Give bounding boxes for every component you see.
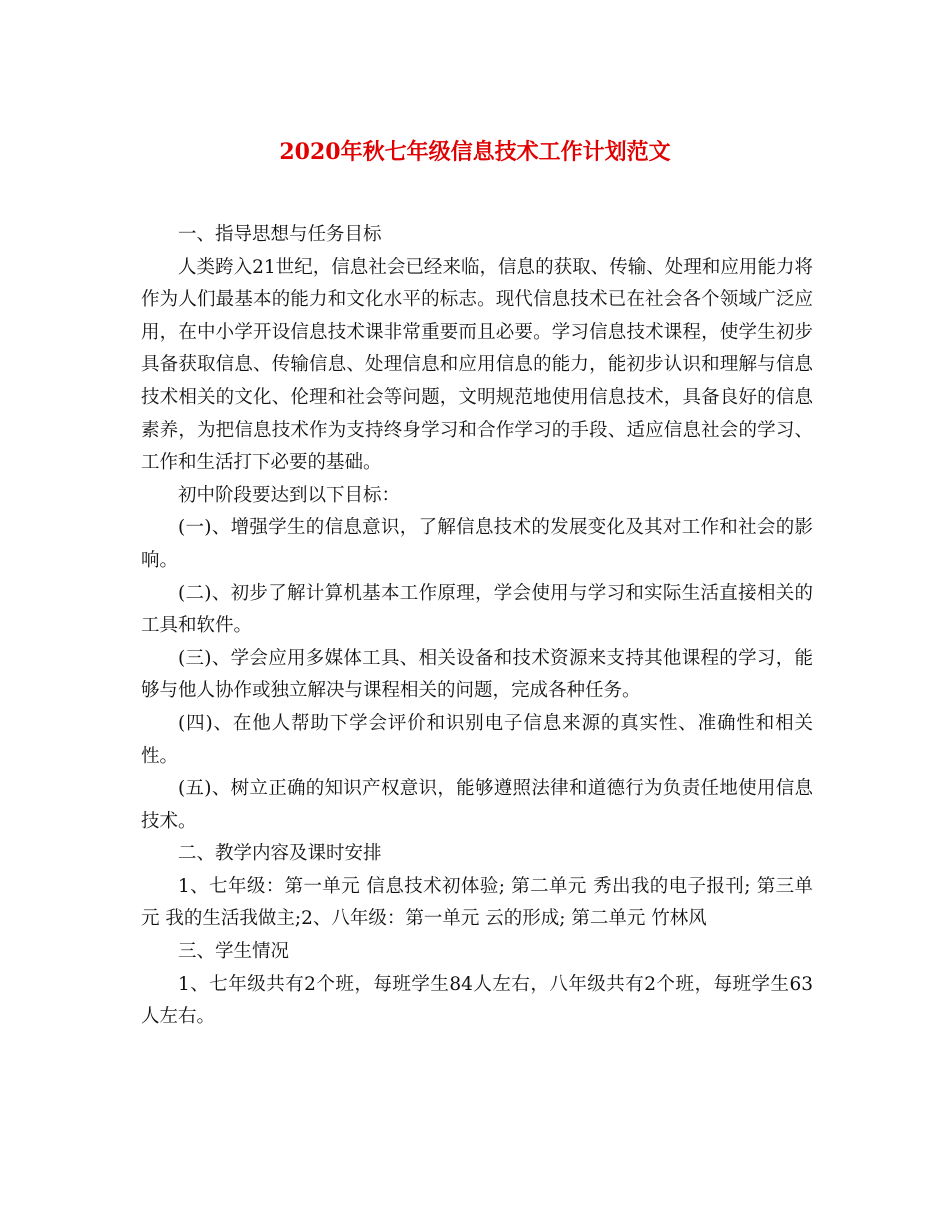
paragraph-units: 1、七年级：第一单元 信息技术初体验; 第二单元 秀出我的电子报刊; 第三单元 我的生活我做主;2、八年级：第一单元 云的形成; 第二单元 竹林风 (141, 875, 813, 930)
heading-student-situation: 三、学生情况 (178, 941, 290, 963)
heading-guiding-ideas: 一、指导思想与任务目标 (178, 224, 382, 245)
paragraph-goals-intro: 初中阶段要达到以下目标： (178, 484, 401, 506)
goal-item-2: (二)、初步了解计算机基本工作原理，学会使用与学习和实际生活直接相关的工具和软件。 (141, 582, 813, 637)
paragraph-class-sizes: 1、七年级共有2个班，每班学生84人左右，八年级共有2个班，每班学生63人左右。 (141, 973, 813, 1028)
goal-item-5: (五)、树立正确的知识产权意识，能够遵照法律和道德行为负责任地使用信息技术。 (141, 778, 813, 832)
paragraph-introduction: 人类跨入21世纪，信息社会已经来临，信息的获取、传输、处理和应用能力将作为人们最基本的能力和文化水平的标志。现代信息技术已在社会各个领域广泛应用，在中小学开设信息技术课非常重要而且必要。学习信息技术课程，使学生初步具备获取信息、传输信息、处理信息和应用信息的能力，能初步认识和理解与信息技术相关的文化、伦理和社会等问题，文明规范地使用信息技术，具备良好的信息素养，为把信息技术作为支持终身学习和合作学习的手段、适应信息社会的学习、工作和生活打下必要的基础。 (141, 256, 813, 474)
heading-teaching-content: 二、教学内容及课时安排 (178, 843, 382, 865)
document-title: 2020年秋七年级信息技术工作计划范文 (279, 139, 671, 165)
goal-item-1: (一)、增强学生的信息意识，了解信息技术的发展变化及其对工作和社会的影响。 (141, 517, 813, 571)
document-body (141, 219, 813, 1034)
goal-item-3: (三)、学会应用多媒体工具、相关设备和技术资源来支持其他课程的学习，能够与他人协作或独立解决与课程相关的问题，完成各种任务。 (141, 647, 813, 702)
goal-item-4: (四)、在他人帮助下学会评价和识别电子信息来源的真实性、准确性和相关性。 (141, 712, 813, 767)
